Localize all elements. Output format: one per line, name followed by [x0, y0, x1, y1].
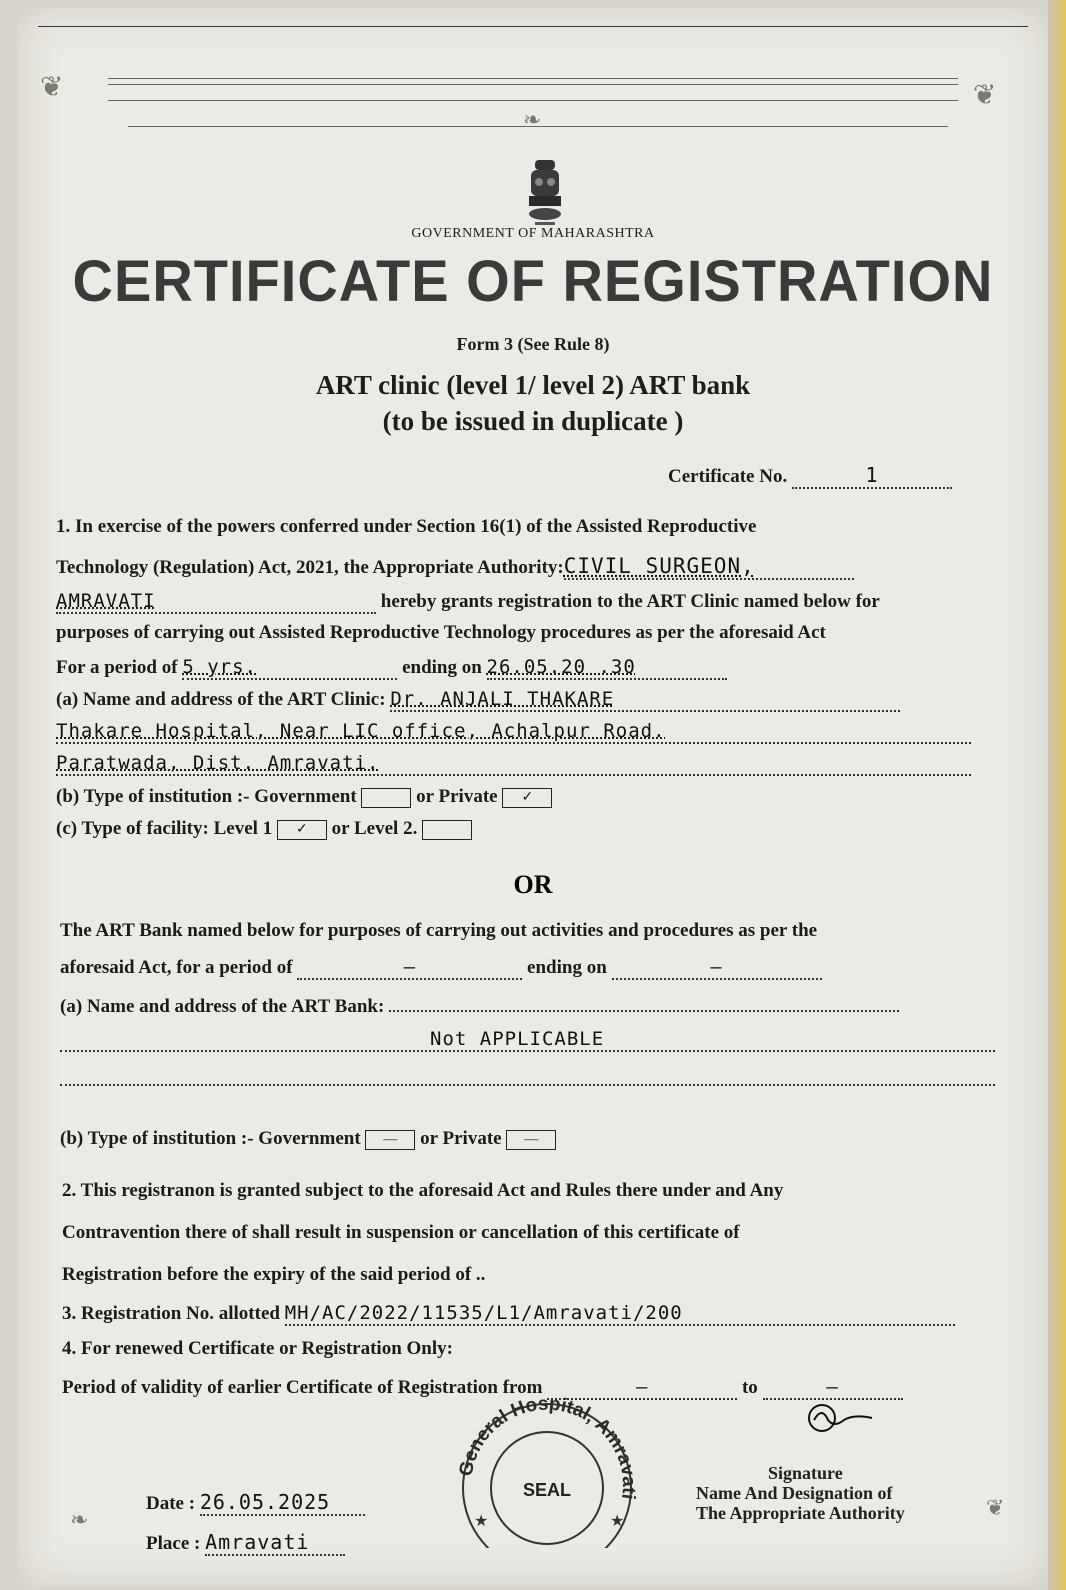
validity-to-label: to — [741, 1377, 758, 1398]
authority-handwritten: CIVIL SURGEON, — [564, 554, 854, 580]
stamp-star-icon: ★ — [474, 1513, 489, 1530]
bank-name-dots — [389, 1010, 899, 1012]
clinic-name-handwritten: Dr. ANJALI THAKARE — [390, 688, 900, 712]
floral-ornament-icon: ❧ — [70, 1508, 89, 1533]
signature-label: Signature — [768, 1463, 843, 1483]
certificate-title: CERTIFICATE OF REGISTRATION — [72, 247, 994, 314]
bank-name-label: (a) Name and address of the ART Bank: — [60, 996, 385, 1017]
clinic-label: (a) Name and address of the ART Clinic: — [56, 689, 386, 710]
date-label: Date : — [146, 1493, 196, 1514]
bank-ending-handwritten: — — [612, 956, 822, 980]
validity-to-handwritten: — — [763, 1376, 903, 1400]
clause-4-line-1: 4. For renewed Certificate or Registration Only: — [62, 1338, 453, 1359]
place-handwritten: Amravati — [205, 1530, 345, 1556]
registration-number-handwritten: MH/AC/2022/11535/L1/Amravati/200 — [285, 1302, 955, 1326]
facility-type-row — [56, 818, 472, 840]
clause-1-line-2 — [56, 554, 854, 580]
certificate-page — [18, 8, 1048, 1586]
signature-scribble — [798, 1398, 878, 1438]
clinic-address-handwritten-2: Paratwada, Dist. Amravati. — [56, 752, 971, 776]
bank-institution-label: (b) Type of institution :- Government — [60, 1128, 361, 1149]
level-2-checkbox — [422, 820, 472, 840]
bank-government-checkbox: — — [365, 1130, 415, 1150]
subtitle-line-1: ART clinic (level 1/ level 2) ART bank — [315, 370, 751, 400]
institution-type-row — [56, 786, 552, 808]
national-emblem-icon — [521, 156, 569, 228]
hospital-seal-stamp — [444, 1388, 650, 1548]
government-heading: GOVERNMENT OF MAHARASHTRA — [411, 226, 655, 241]
private-checkbox: ✓ — [502, 788, 552, 808]
ornamental-rule — [108, 100, 958, 101]
stamp-arc-path-text: General Hospital, Amravati — [455, 1393, 640, 1501]
clause-1-line-3 — [56, 590, 880, 614]
bank-private-checkbox: — — [506, 1130, 556, 1150]
ending-handwritten: 26.05.20 .30 — [487, 656, 727, 680]
clinic-address-handwritten-1: Thakare Hospital, Near LIC office, Achalpur Road. — [56, 720, 971, 744]
clause-2-line-2: Contravention there of shall result in suspension or cancellation of this certificate of — [62, 1222, 740, 1243]
ending-label: ending on — [402, 657, 482, 678]
clause-1-line-4: purposes of carrying out Assisted Reproductive Technology procedures as per the aforesaid Act — [56, 622, 826, 643]
bank-address-row-1 — [60, 1028, 995, 1052]
bank-or-private-label: or Private — [420, 1128, 502, 1149]
institution-label: (b) Type of institution :- Government — [56, 786, 357, 807]
facility-label: (c) Type of facility: Level 1 — [56, 818, 273, 839]
place-row — [146, 1530, 345, 1556]
bank-institution-row — [60, 1128, 556, 1150]
bank-period-row — [60, 956, 822, 980]
clinic-address-row-2 — [56, 752, 971, 776]
designation-label: Name And Designation of — [696, 1483, 893, 1503]
bank-period-handwritten: — — [297, 956, 522, 980]
clause-2-line-1: 2. This registranon is granted subject to the aforesaid Act and Rules there under and Any — [62, 1180, 784, 1201]
floral-ornament-icon: ❦ — [973, 78, 997, 111]
date-row — [146, 1490, 365, 1516]
grants-text: hereby grants registration to the ART Clinic named below for — [380, 591, 880, 612]
subtitle-line-2: (to be issued in duplicate ) — [382, 406, 684, 436]
folder-edge — [1048, 0, 1066, 1590]
bank-address-row-2 — [60, 1070, 995, 1092]
form-reference: Form 3 (See Rule 8) — [456, 334, 610, 354]
clause-1-line-1: 1. In exercise of the powers conferred under Section 16(1) of the Assisted Reproductive — [56, 516, 757, 537]
clause-1-period-row — [56, 656, 727, 680]
validity-from-label: Period of validity of earlier Certificate of Registration from — [62, 1377, 543, 1398]
clinic-name-row — [56, 688, 900, 712]
registration-number-label: 3. Registration No. allotted — [62, 1303, 280, 1324]
bank-ending-label: ending on — [527, 957, 607, 978]
or-divider: OR — [513, 870, 553, 899]
ornamental-rule — [108, 84, 958, 85]
certificate-number-row — [668, 463, 952, 489]
government-checkbox — [361, 788, 411, 808]
validity-from-handwritten: — — [547, 1376, 737, 1400]
floral-ornament-icon: ❦ — [986, 1496, 1005, 1521]
top-border-line — [38, 26, 1028, 27]
bank-address-dots — [60, 1084, 995, 1086]
authority-label-bottom: The Appropriate Authority — [696, 1503, 905, 1523]
bank-period-label: aforesaid Act, for a period of — [60, 957, 293, 978]
authority-city-handwritten: AMRAVATI — [56, 590, 376, 614]
registration-number-row — [62, 1302, 955, 1326]
date-handwritten: 26.05.2025 — [200, 1490, 365, 1516]
bank-not-applicable-handwritten: Not APPLICABLE — [60, 1028, 995, 1052]
stamp-star-icon: ★ — [610, 1513, 625, 1530]
place-label: Place : — [146, 1533, 201, 1554]
authority-block — [696, 1463, 905, 1523]
authority-label: Technology (Regulation) Act, 2021, the Appropriate Authority: — [56, 557, 564, 578]
ornamental-rule — [108, 78, 958, 79]
clinic-address-row-1 — [56, 720, 971, 744]
period-handwritten: 5 yrs. — [182, 656, 397, 680]
bank-line-1: The ART Bank named below for purposes of carrying out activities and procedures as per the — [60, 920, 818, 941]
period-label: For a period of — [56, 657, 178, 678]
leaf-ornament-icon: ❧ — [523, 108, 542, 133]
or-private-label: or Private — [416, 786, 498, 807]
certificate-number-label: Certificate No. — [668, 466, 788, 487]
floral-ornament-icon: ❦ — [40, 70, 64, 103]
stamp-seal-text: SEAL — [522, 1480, 572, 1500]
level-1-checkbox: ✓ — [277, 820, 327, 840]
certificate-number-value: 1 — [792, 463, 952, 489]
or-level-2-label: or Level 2. — [331, 818, 418, 839]
bank-name-row — [60, 996, 899, 1018]
clause-2-line-3: Registration before the expiry of the said period of .. — [62, 1264, 486, 1285]
